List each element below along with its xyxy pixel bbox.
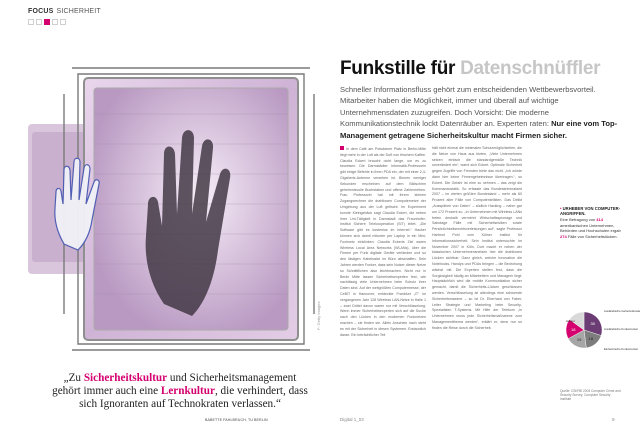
section-label: FOCUS (28, 8, 54, 15)
infobox-number: 414 (596, 217, 603, 222)
article-title (340, 58, 600, 80)
infobox-text-part: amerikanischen Unternehmen, Behörden und Hochschulen ergab (560, 222, 621, 234)
pie-value-label: 18 (570, 326, 576, 332)
infobox-title (560, 206, 622, 216)
infobox-number: 274 (560, 233, 567, 239)
indicator-square (52, 19, 58, 25)
pie-category-label: Hacker (566, 319, 575, 323)
quote-text: „Zu (63, 372, 84, 384)
pie-value-label: 18 (588, 335, 594, 341)
section-indicator (28, 19, 66, 25)
infobox (560, 206, 622, 239)
pie-category-label: Einheimische Konkurrenten (604, 347, 639, 351)
pie-value-label: 19 (576, 337, 582, 343)
article-column-2 (432, 146, 522, 332)
article-column-1 (340, 146, 426, 338)
lead-text: Schneller Informationsfluss gehört zum entscheidenden Wettbewerbsvorteil. Mitarbeiter haben die Möglichkeit, immer und überall auf wichtige Unternehmensdaten zuzugreifen. Doch Vorsicht: Die moderne Kommunikationstechnik lockt Datenräuber an. Experten raten: (340, 85, 596, 129)
infobox-text-part: Eine Befragung von (560, 217, 597, 222)
infobox-title-text: URHEBER VON COMPUTER-ANGRIFFEN. (560, 206, 621, 216)
title-part-light: Datenschnüffler (460, 58, 601, 79)
hands-photo (24, 54, 320, 354)
column-text: hält nicht einmal die minimalen Schutzmöglichkeiten, die die Netze von Haus aus bieten. „Viele Unternehmen setzen einfach die standardgemäße Technik unverändert ein“, warnt sich Eckert. Optimale Sicherheit gegen Zugriffe von Fremden biete das nicht. „Ich würde dann hier keine Firmengeheimnisse übertragen.“, so Eckert. Die Gefahr ist eine zu nehmen – das zeigt die Kommandostatik. So erfasste das Bundeskriminalamt 2007 – im vierten größten Bundesland – mehr als 60 Prozent aller Fälle von Computerdelikten. Das Delikt „Ausspähen von Daten“ – südlich Hacking – nahm gar um 172 Prozent zu. „In Unternehmen mit Wireless LANs treten deshalb vermehrt Wirtschaftsspionage und Sabotage Fälle mit Sicherheitsrisiken sowie Persönlichkeitsrechtsverletzungen auf“, sagte Professor Hartmut Pohl vom Kölner Institut für Informationssicherheit. Sein Institut untersuchte im November 2007 in Köln, Dort macht er neben der klassischen Unternehmensnetzen hier die drahtlosen Lücken sichtbar. Ganz gleich, welche Innovation die Notebooks, Handys und PDAs bringen – die Bedrohung wächst mit. Die Experten stellen fest, dass die Sorglosigkeit häufig an Mitarbeitern und Managern liegt: Hauptsächlich wird die mobile Kommunikation sicher gemacht, damit die Sicherheits-Lücken geschlossen werden. Verschlüsselung ist allerdings eine schwerste Sicherheitsmaxime – so ist Dr. Eberhard von Faber, Leiter Strategie und Marketing beim Security-Spezialisten T-Systems. Mit Hilfe der Telekom „In Unternehmen muss jede Sicherheitsmaßnahme zum Managementthema werden“, erklärt er, denn nur so finden die Reise durch die Sicherheit. (432, 146, 522, 330)
title-part-dark: Funkstille für (340, 58, 461, 79)
quote-text: und Sicherheitsmanagement gehört immer auch eine (52, 372, 297, 397)
indicator-square (60, 19, 66, 25)
indicator-square-active (44, 19, 50, 25)
paragraph-marker (340, 146, 344, 150)
column-text: In dem Café am Potsdamer Platz in Berlin-Mitte liegt mehr in der Luft als der Duft von frischem Kaffee. Claudia Eckert braucht nicht lange, um es zu beweisen. Die Darmstädter Informatik-Professorin gibt einige Befehle in ihren PDA ein, der mit einer 2,4-Gigahertz-Antenne versehen ist. Binnen weniger Sekunden erscheinen auf dem Bildschirm geheimnisvolle Buchstaben und offene Zahlenreihen. Frau Professorin hat mit ihrem kleinen Zugangsrechner die drahtlosen Computernetze der Umgebung aus der Luft gefischt. Im Experiment konnte Kleingebäck sagt Claudia Eckert, die neben ihrer Uni-Tätigkeit in Darmstadt das Fraunhofer-Institut Sichere Telekooperation (SIT) leitet. „Die Software gibt es kostenlos im Internet.“ Hacker können sich damit mitunter per Laptop in ein Mini-Funknetz einklinken. Claudia Eckerts Ziel waren Wireless Local Area Networks (WLANs), über die Firmen per Funk digitale Geräte verbinden und so den lästigen Kabelsalat im Büro abschaffen. Sein Jahren werden Funker, dass sein Nutzer dieser Netze so Schnittflichen also leichtmachen. Nicht nur in Berlin Mitte lassen Sicherheitsexperten fest, wie nachlässig viele Unternehmen beim Schutz ihrer Daten sind. Auf der weltgrößten Computermesse, der CeBIT in Hannover, entdeckte Frankfurt „IT“ im vergangenen Jahr 128 Wireless LAN-Netze in Halle 1 – zwei Drittel davon waren nur mit Verschlüsselung. Wenn immer Sicherheitsexperten sich auf die Suche nach den Lücken in den modernen Funknetzen machen – sie finden sie. Allein Anschein nach steht es mit der Sicherheit in diesen Systemen. Erstaunlich daran: Ein beträchtlicher Teil (340, 147, 426, 337)
indicator-square (36, 19, 42, 25)
category-label: SICHERHEIT (56, 8, 101, 15)
pull-quote (50, 372, 310, 411)
quote-text: , die verhindert, dass sich Ignoranten auf Technokraten verlassen.“ (79, 385, 308, 410)
infobox-text (560, 217, 622, 239)
quote-source: BABETTE FAHLBRUCH, TU BERLIN (205, 418, 268, 422)
article-lead (340, 84, 618, 141)
section-header (28, 8, 101, 15)
indicator-square (28, 19, 34, 25)
pie-category-label: Ausländische Geheimdienste (604, 309, 640, 313)
magazine-footer: Digital 1_03 (340, 417, 364, 422)
bullet-icon: • (560, 206, 562, 211)
lead-emphasis: Nur eine vom Top-Management getragene Sicherheitskultur macht Firmen sicher. (340, 119, 618, 140)
chart-source-note: Quelle: CSI/FBI 2003 Computer Crime and Security Survey; Computer Security Institute (560, 389, 621, 402)
pie-category-label: Ausländische Konkurrenten (604, 327, 639, 331)
attackers-pie-chart (564, 302, 640, 386)
page-number: 9 (612, 417, 615, 422)
quote-highlight: Lernkultur (160, 385, 215, 397)
photo-credit: F: Getty Images (316, 301, 321, 330)
infobox-text-part: Fälle von Sicherheitslücken. (566, 233, 618, 239)
pie-value-label: 30 (590, 321, 595, 327)
quote-highlight: Sicherheitskultur (83, 372, 168, 384)
